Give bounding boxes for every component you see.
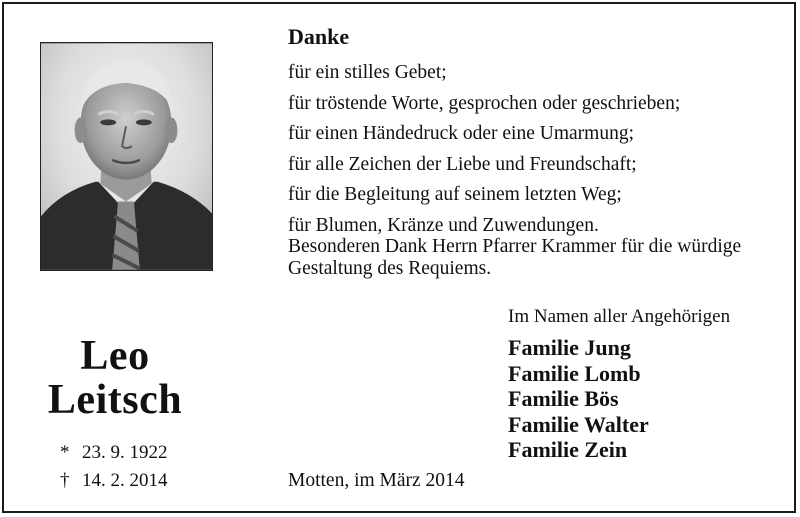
birth-date: 23. 9. 1922 <box>82 442 168 463</box>
portrait-icon <box>41 43 212 270</box>
thanks-line: für alle Zeichen der Liebe und Freundschaft; <box>288 153 637 175</box>
family-name: Familie Lomb <box>508 360 641 386</box>
on-behalf-text: Im Namen aller Angehörigen <box>508 306 731 327</box>
death-date: 14. 2. 2014 <box>82 470 168 491</box>
family-name: Familie Walter <box>508 411 649 437</box>
thanks-list <box>288 58 768 241</box>
family-name: Familie Jung <box>508 335 631 360</box>
family-list <box>508 335 649 463</box>
thanks-line: für ein stilles Gebet; <box>288 62 447 83</box>
thanks-line: für tröstende Worte, gesprochen oder geschrieben; <box>288 92 681 114</box>
thanks-line: für Blumen, Kränze und Zuwendungen. <box>288 214 599 236</box>
death-cross-icon: † <box>60 470 70 491</box>
thanks-line: für die Begleitung auf seinem letzten Weg; <box>288 184 622 205</box>
deceased-first-name: Leo <box>80 333 150 379</box>
birth-date-line <box>60 441 168 465</box>
birth-star-icon: * <box>60 442 70 463</box>
family-name: Familie Bös <box>508 386 619 411</box>
place-and-date: Motten, im März 2014 <box>288 470 465 491</box>
portrait-photo <box>40 42 213 271</box>
family-name: Familie Zein <box>508 437 628 462</box>
notice-heading: Danke <box>288 24 350 49</box>
death-date-line <box>60 469 168 493</box>
thanks-line: für einen Händedruck oder eine Umarmung; <box>288 123 634 144</box>
deceased-last-name: Leitsch <box>47 377 183 423</box>
special-thanks: Besonderen Dank Herrn Pfarrer Krammer für die würdige Gestaltung des Requiems. <box>288 236 742 279</box>
